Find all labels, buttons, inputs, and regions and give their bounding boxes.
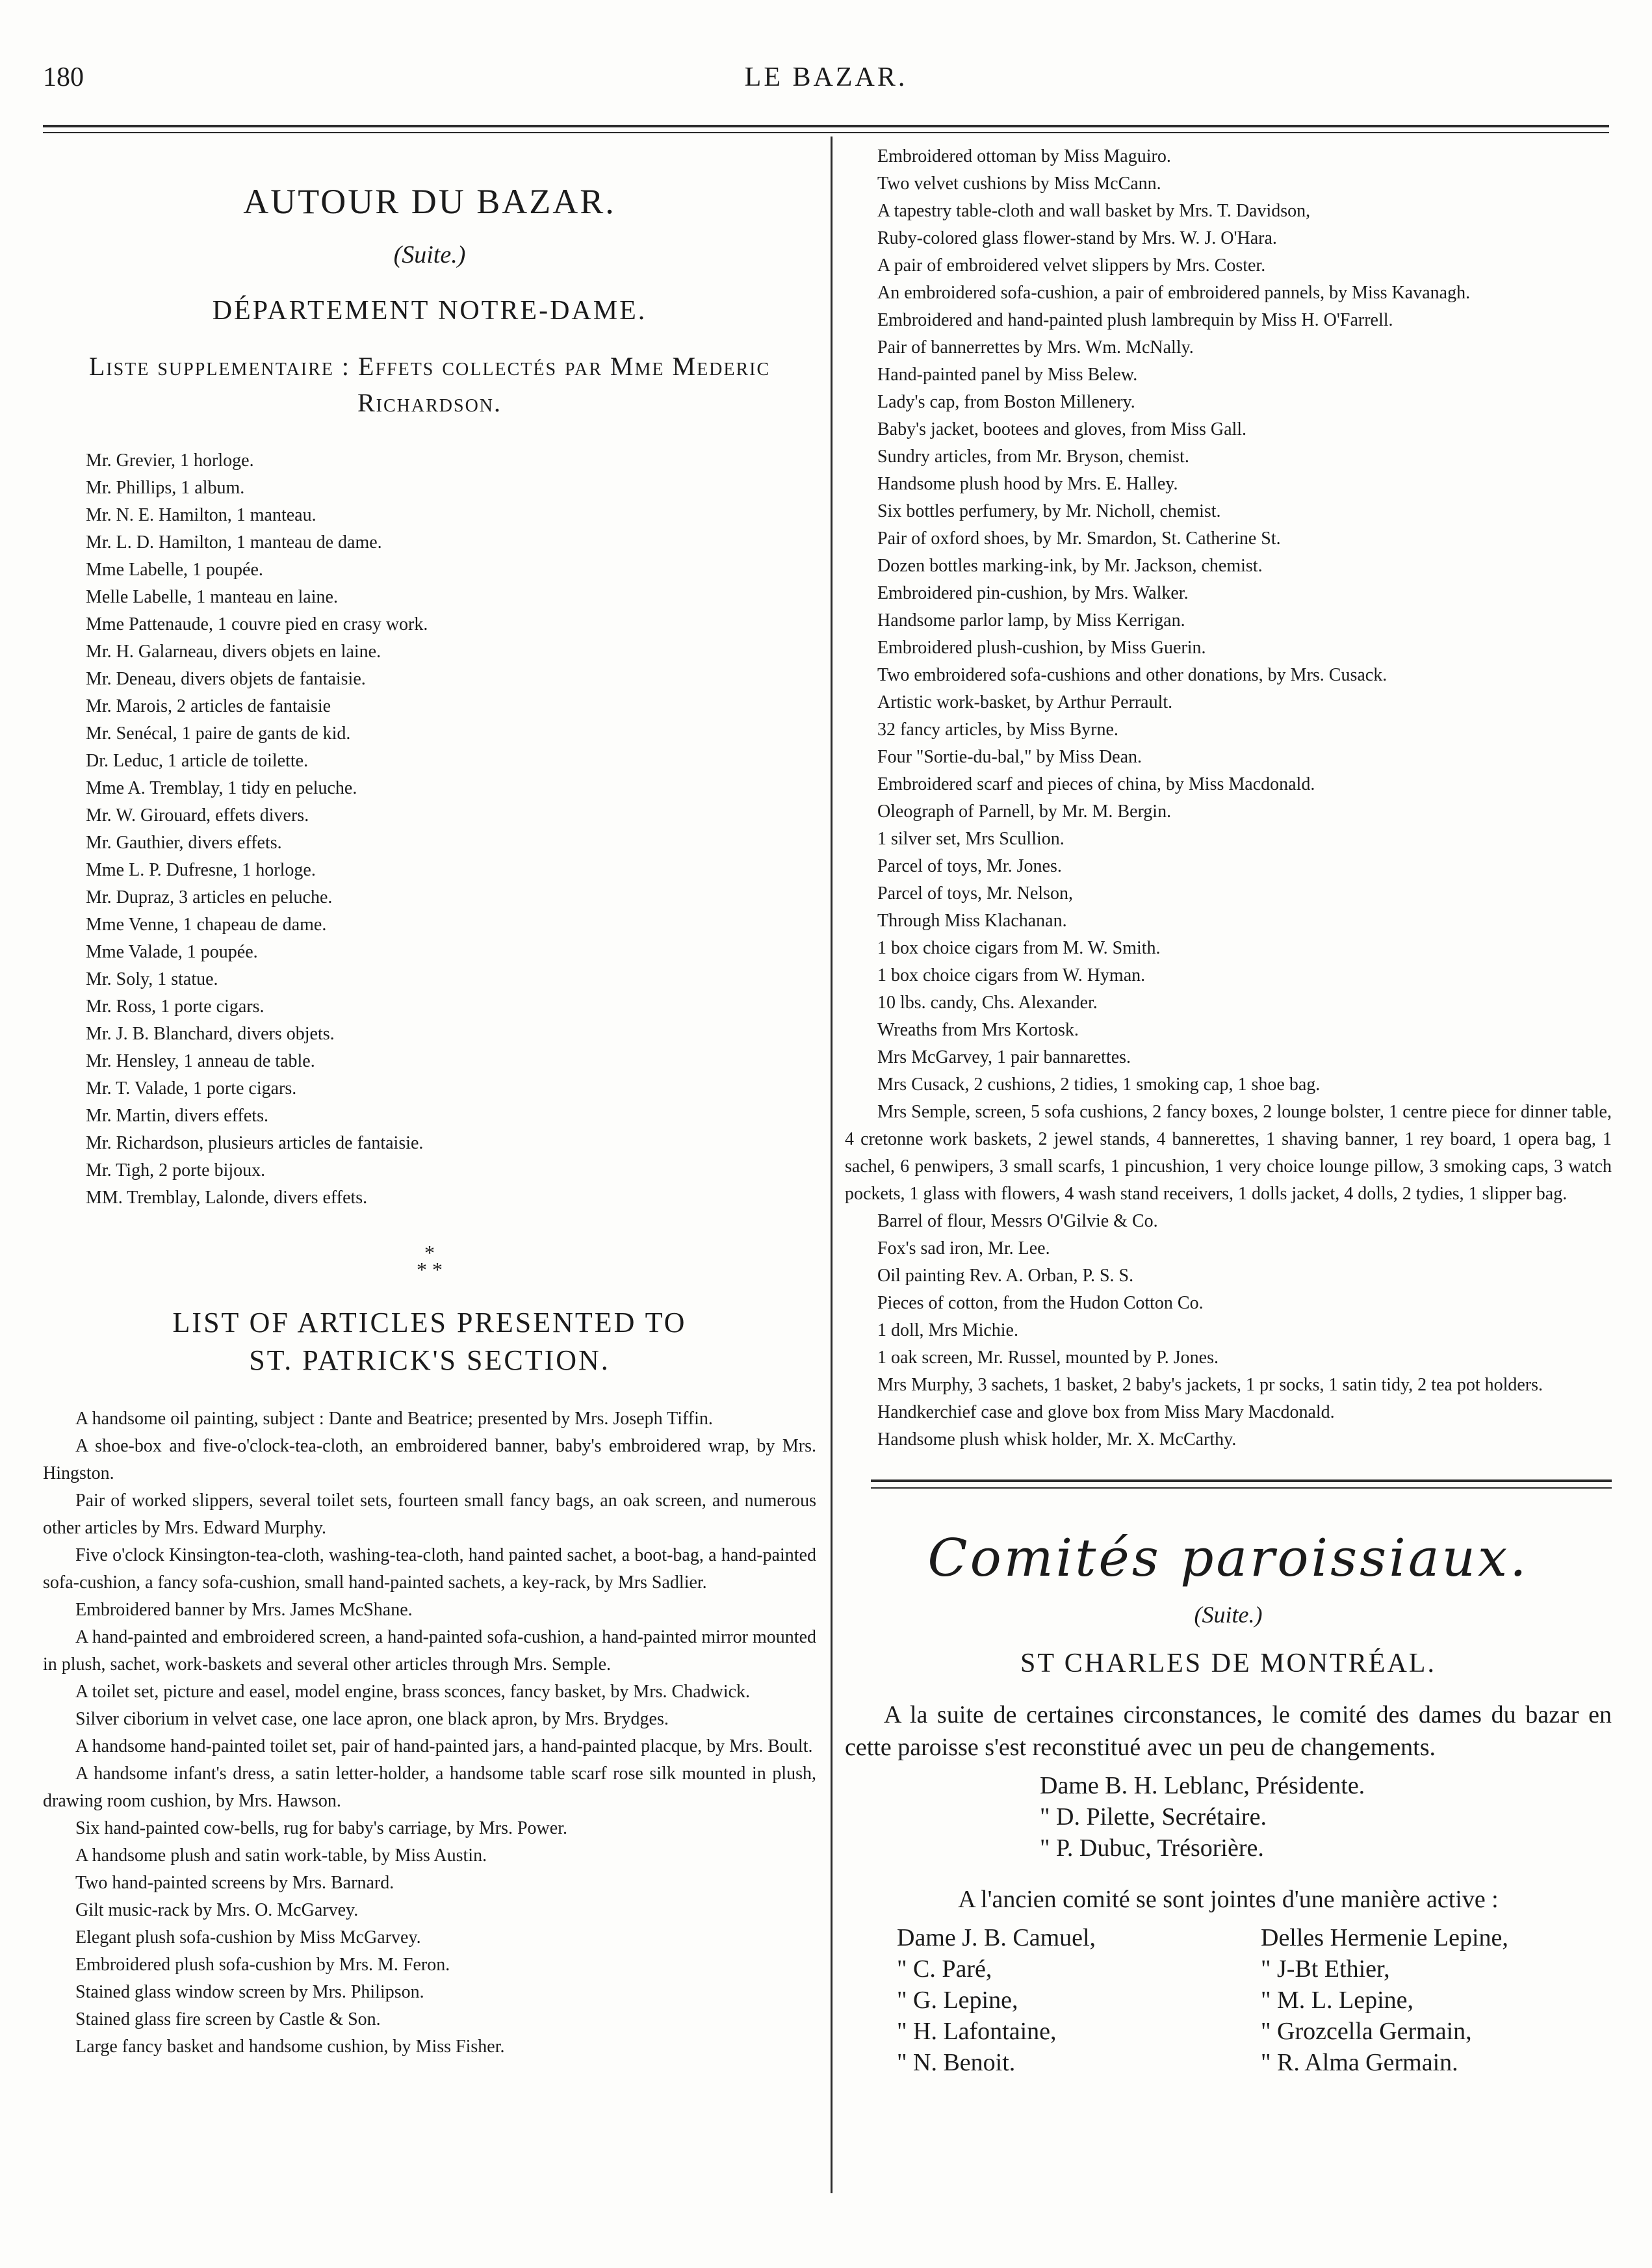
entry-paragraph: Silver ciborium in velvet case, one lace apron, one black apron, by Mrs. Brydges. [75,1709,669,1729]
list-item: Melle Labelle, 1 manteau en laine. [86,587,338,607]
entry-paragraph: Parcel of toys, Mr. Nelson, [877,883,1073,904]
entry-paragraph: Oil painting Rev. A. Orban, P. S. S. [877,1266,1134,1286]
section-rule [871,1479,1612,1482]
header-rule-thin [43,132,1609,133]
officers-list [845,1770,1612,1864]
list-item: Mr. Gauthier, divers effets. [86,833,282,853]
list-item: Mr. Deneau, divers objets de fantaisie. [86,669,366,689]
officer-line: " D. Pilette, Secrétaire. [1040,1803,1267,1831]
entry-paragraph: Lady's cap, from Boston Millenery. [877,392,1135,412]
entry-paragraph: A pair of embroidered velvet slippers by Mrs. Coster. [877,255,1266,276]
entry-paragraph: Pair of oxford shoes, by Mr. Smardon, St. Catherine St. [877,528,1281,549]
list-item: Mme Venne, 1 chapeau de dame. [86,915,327,935]
entry-paragraph: Through Miss Klachanan. [877,911,1067,931]
entry-paragraph: Stained glass window screen by Mrs. Philipson. [75,1982,424,2002]
entry-paragraph: Mrs Murphy, 3 sachets, 1 basket, 2 baby's jackets, 1 pr socks, 1 satin tidy, 2 tea pot holders. [877,1375,1543,1395]
entry-paragraph: Handsome parlor lamp, by Miss Kerrigan. [877,610,1185,631]
list-item: Mr. Grevier, 1 horloge. [86,450,254,471]
column-divider [831,137,832,2193]
entry-paragraph: Elegant plush sofa-cushion by Miss McGarvey. [75,1927,421,1948]
entry-paragraph: A handsome plush and satin work-table, by Miss Austin. [75,1845,487,1866]
member-line: " J-Bt Ethier, [1261,1955,1390,1983]
section-title [43,1304,816,1379]
entry-paragraph: Mrs McGarvey, 1 pair bannarettes. [877,1047,1131,1067]
running-head: LE BAZAR. [744,62,908,92]
list-item: Mr. Dupraz, 3 articles en peluche. [86,887,333,907]
right-column [845,143,1612,2078]
entry-paragraph: A handsome oil painting, subject : Dante and Beatrice; presented by Mrs. Joseph Tiffin. [75,1409,713,1429]
list-item: Mr. N. E. Hamilton, 1 manteau. [86,505,316,525]
entry-paragraph: A shoe-box and five-o'clock-tea-cloth, an embroidered banner, baby's embroidered wrap, by Mrs. Hingston. [43,1436,816,1483]
continued-entries [845,143,1612,1453]
entry-paragraph: Mrs Semple, screen, 5 sofa cushions, 2 fancy boxes, 2 lounge bolster, 1 centre piece for dinner table, 4 cretonne work baskets, 2 jewel stands, 4 bannerettes, 1 shaving banner, 1 rey board, 1 opera bag, 1 sachel, 6 penwipers, 3 small scarfs, 1 pincushion, 1 very choice lounge pillow, 3 smoking caps, 3 watch pockets, 1 glass with flowers, 4 wash stand receivers, 1 dolls jacket, 4 dolls, 2 tydies, 1 slipper bag. [845,1102,1612,1204]
asterism-top: * [424,1241,435,1264]
list-item: Mr. Martin, divers effets. [86,1106,268,1126]
entry-paragraph: A handsome hand-painted toilet set, pair of hand-painted jars, a hand-painted placque, by Mrs. Boult. [75,1736,813,1756]
entry-paragraph: Handsome plush hood by Mrs. E. Halley. [877,474,1178,494]
list-item: Mme Valade, 1 poupée. [86,942,258,962]
list-heading: Liste supplementaire : Effets collectés par Mme Mederic Richardson. [88,352,771,417]
member-line: " G. Lepine, [897,1987,1018,2014]
entry-paragraph: 32 fancy articles, by Miss Byrne. [877,720,1118,740]
entry-paragraph: 1 box choice cigars from M. W. Smith. [877,938,1161,958]
entry-paragraph: Embroidered and hand-painted plush lambrequin by Miss H. O'Farrell. [877,310,1393,330]
list-item: Mr. J. B. Blanchard, divers objets. [86,1024,335,1044]
entry-paragraph: Embroidered pin-cushion, by Mrs. Walker. [877,583,1189,603]
entry-paragraph: Six bottles perfumery, by Mr. Nicholl, chemist. [877,501,1221,521]
added-members-intro: A l'ancien comité se sont jointes d'une manière active : [958,1886,1499,1913]
entry-paragraph: Stained glass fire screen by Castle & Son. [75,2009,381,2029]
entry-paragraph: Wreaths from Mrs Kortosk. [877,1020,1079,1040]
comites-subtitle: (Suite.) [1194,1602,1263,1628]
asterism-bottom: * * [417,1258,443,1281]
entry-paragraph: Gilt music-rack by Mrs. O. McGarvey. [75,1900,359,1920]
officer-line: " P. Dubuc, Trésorière. [1040,1834,1264,1862]
member-line: Delles Hermenie Lepine, [1261,1924,1508,1951]
list-item: Mme Labelle, 1 poupée. [86,560,263,580]
entry-paragraph: Pieces of cotton, from the Hudon Cotton Co. [877,1293,1204,1313]
list-item: Mr. Hensley, 1 anneau de table. [86,1051,315,1071]
member-line: " C. Paré, [897,1955,992,1983]
list-item: MM. Tremblay, Lalonde, divers effets. [86,1188,368,1208]
entry-paragraph: A handsome infant's dress, a satin letter-holder, a handsome table scarf rose silk mounted in plush, drawing room cushion, by Mrs. Hawson. [43,1764,816,1811]
entry-paragraph: Parcel of toys, Mr. Jones. [877,856,1062,876]
entry-paragraph: Two velvet cushions by Miss McCann. [877,174,1161,194]
list-item: Mme A. Tremblay, 1 tidy en peluche. [86,778,357,798]
entry-paragraph: Embroidered banner by Mrs. James McShane. [75,1600,413,1620]
member-line: Dame J. B. Camuel, [897,1924,1096,1951]
entry-paragraph: Oleograph of Parnell, by Mr. M. Bergin. [877,802,1172,822]
entry-paragraph: A hand-painted and embroidered screen, a hand-painted sofa-cushion, a hand-painted mirror mounted in plush, sachet, work-baskets and several other articles through Mrs. Semple. [43,1627,816,1675]
article-title: AUTOUR DU BAZAR. [243,182,616,221]
entry-paragraph: Embroidered ottoman by Miss Maguiro. [877,146,1171,166]
entry-paragraph: Two hand-painted screens by Mrs. Barnard. [75,1873,394,1893]
asterism [43,1241,816,1281]
list-item: Mr. Richardson, plusieurs articles de fantaisie. [86,1133,424,1153]
entry-paragraph: Sundry articles, from Mr. Bryson, chemist. [877,447,1189,467]
entry-paragraph: A toilet set, picture and easel, model engine, brass sconces, fancy basket, by Mrs. Chadwick. [75,1682,751,1702]
entry-paragraph: Embroidered plush-cushion, by Miss Guerin. [877,638,1206,658]
list-item: Mr. H. Galarneau, divers objets en laine. [86,642,381,662]
member-line: " R. Alma Germain. [1261,2049,1458,2076]
article-entries [43,1405,816,2061]
list-item: Mr. L. D. Hamilton, 1 manteau de dame. [86,532,382,553]
comites-intro: A la suite de certaines circonstances, le comité des dames du bazar en cette paroisse s'est reconstitué avec un peu de changements. [845,1701,1612,1761]
entry-paragraph: Six hand-painted cow-bells, rug for baby's carriage, by Mrs. Power. [75,1818,567,1838]
entry-paragraph: Baby's jacket, bootees and gloves, from Miss Gall. [877,419,1247,439]
member-line: " M. L. Lepine, [1261,1987,1414,2014]
entry-paragraph: Artistic work-basket, by Arthur Perrault. [877,692,1173,712]
list-item: Mme Pattenaude, 1 couvre pied en crasy work. [86,614,428,634]
list-item: Dr. Leduc, 1 article de toilette. [86,751,309,771]
member-line: " H. Lafontaine, [897,2018,1057,2045]
entry-paragraph: Fox's sad iron, Mr. Lee. [877,1238,1050,1258]
list-item: Mr. T. Valade, 1 porte cigars. [86,1078,297,1099]
donor-list [43,447,816,1212]
entry-paragraph: Two embroidered sofa-cushions and other donations, by Mrs. Cusack. [877,665,1387,685]
entry-paragraph: A tapestry table-cloth and wall basket by Mrs. T. Davidson, [877,201,1311,221]
member-line: " Grozcella Germain, [1261,2018,1472,2045]
entry-paragraph: Embroidered plush sofa-cushion by Mrs. M. Feron. [75,1955,450,1975]
entry-paragraph: Handsome plush whisk holder, Mr. X. McCarthy. [877,1429,1237,1450]
left-column [43,182,816,2061]
entry-paragraph: 10 lbs. candy, Chs. Alexander. [877,993,1098,1013]
section-title-line: ST. PATRICK'S SECTION. [249,1344,610,1376]
entry-paragraph: Barrel of flour, Messrs O'Gilvie & Co. [877,1211,1158,1231]
entry-paragraph: 1 oak screen, Mr. Russel, mounted by P. Jones. [877,1348,1219,1368]
section-rule-thin [871,1487,1612,1489]
list-item: Mr. Phillips, 1 album. [86,478,245,498]
member-line: " N. Benoit. [897,2049,1016,2076]
members-column-delles [1261,1922,1612,2078]
department-heading: DÉPARTEMENT NOTRE-DAME. [212,296,647,326]
officer-line: Dame B. H. Leblanc, Présidente. [1040,1772,1365,1799]
entry-paragraph: Ruby-colored glass flower-stand by Mrs. W. J. O'Hara. [877,228,1277,248]
entry-paragraph: Five o'clock Kinsington-tea-cloth, washing-tea-cloth, hand painted sachet, a boot-bag, a hand-painted sofa-cushion, a fancy sofa-cushion, small hand-painted sachets, a key-rack, by Mrs Sadlier. [43,1545,816,1593]
entry-paragraph: Handkerchief case and glove box from Miss Mary Macdonald. [877,1402,1335,1422]
list-item: Mr. Tigh, 2 porte bijoux. [86,1160,266,1180]
entry-paragraph: 1 box choice cigars from W. Hyman. [877,965,1146,985]
entry-paragraph: Pair of bannerrettes by Mrs. Wm. McNally. [877,337,1194,358]
added-members [845,1922,1612,2078]
page-number: 180 [43,62,84,92]
list-item: Mr. Senécal, 1 paire de gants de kid. [86,723,351,744]
header-rule [43,125,1609,127]
entry-paragraph: Pair of worked slippers, several toilet sets, fourteen small fancy bags, an oak screen, and numerous other articles by Mrs. Edward Murphy. [43,1491,816,1538]
entry-paragraph: 1 silver set, Mrs Scullion. [877,829,1065,849]
list-item: Mr. Ross, 1 porte cigars. [86,997,265,1017]
list-item: Mme L. P. Dufresne, 1 horloge. [86,860,316,880]
entry-paragraph: Dozen bottles marking-ink, by Mr. Jackson, chemist. [877,556,1263,576]
entry-paragraph: Mrs Cusack, 2 cushions, 2 tidies, 1 smoking cap, 1 shoe bag. [877,1075,1321,1095]
parish-heading: ST CHARLES DE MONTRÉAL. [1020,1649,1436,1678]
entry-paragraph: Large fancy basket and handsome cushion, by Miss Fisher. [75,2037,505,2057]
entry-paragraph: 1 doll, Mrs Michie. [877,1320,1018,1340]
entry-paragraph: Embroidered scarf and pieces of china, by Miss Macdonald. [877,774,1315,794]
entry-paragraph: Four "Sortie-du-bal," by Miss Dean. [877,747,1142,767]
list-item: Mr. Soly, 1 statue. [86,969,218,989]
entry-paragraph: An embroidered sofa-cushion, a pair of embroidered pannels, by Miss Kavanagh. [877,283,1471,303]
list-item: Mr. Marois, 2 articles de fantaisie [86,696,331,716]
article-subtitle: (Suite.) [393,241,466,268]
list-item: Mr. W. Girouard, effets divers. [86,805,309,826]
section-title-line: LIST OF ARTICLES PRESENTED TO [172,1307,687,1338]
entry-paragraph: Hand-painted panel by Miss Belew. [877,365,1138,385]
comites-title: Comités paroissiaux. [927,1528,1529,1588]
members-column-dames [845,1922,1261,2078]
